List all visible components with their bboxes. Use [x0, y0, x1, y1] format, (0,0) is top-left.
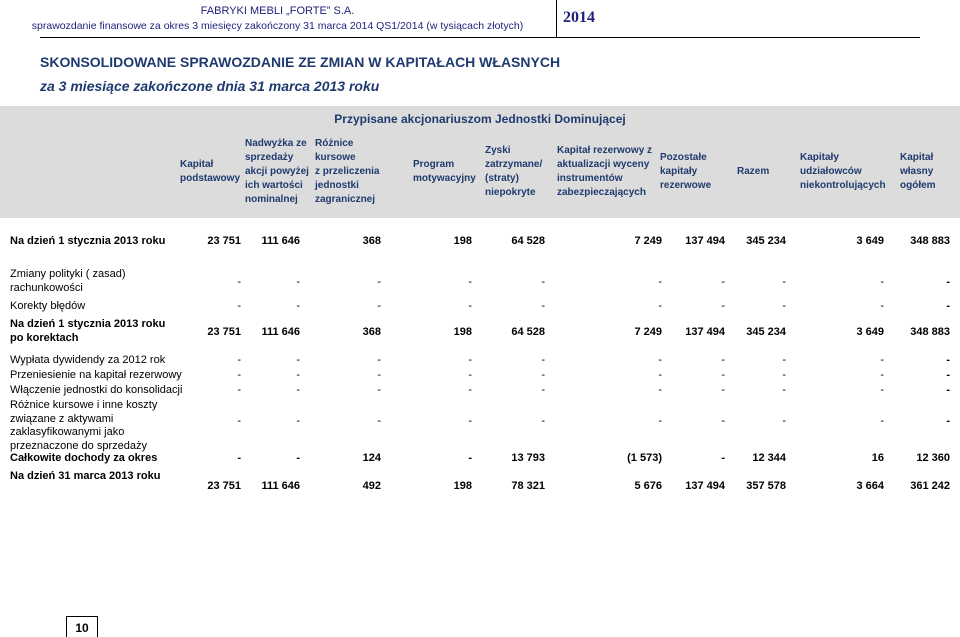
- column-header-line: z przeliczenia: [315, 166, 380, 177]
- column-header-line: (straty): [485, 173, 519, 184]
- column-header-line: kursowe: [315, 152, 356, 163]
- column-header-10: [900, 151, 936, 193]
- column-header-line: Nadwyżka ze: [245, 138, 307, 149]
- row-value: -: [880, 415, 884, 427]
- row-value: -: [468, 415, 472, 427]
- column-header-line: akcji powyżej: [245, 166, 309, 177]
- row-label-line: Na dzień 1 stycznia 2013 roku: [10, 235, 166, 247]
- row-value: -: [296, 300, 300, 312]
- row-value: 23 751: [207, 235, 241, 247]
- row-value: 3 649: [856, 235, 884, 247]
- row-value: -: [658, 384, 662, 396]
- row-value: -: [782, 354, 786, 366]
- column-header-line: zatrzymane/: [485, 159, 543, 170]
- row-value: 3 664: [856, 480, 884, 492]
- row-label: [10, 470, 160, 484]
- row-label: [10, 235, 165, 249]
- page-number: 10: [75, 621, 89, 635]
- row-value: -: [468, 276, 472, 288]
- row-value: 368: [362, 326, 381, 338]
- row-label-line: Zmiany polityki ( zasad): [10, 268, 126, 280]
- row-value: -: [296, 452, 300, 464]
- row-label: [10, 452, 157, 466]
- row-value: 7 249: [634, 235, 662, 247]
- row-value: -: [658, 354, 662, 366]
- row-value: -: [658, 369, 662, 381]
- page-header: [0, 0, 960, 38]
- row-value: -: [377, 276, 381, 288]
- row-value: 7 249: [634, 326, 662, 338]
- row-value: -: [237, 369, 241, 381]
- row-value: -: [468, 369, 472, 381]
- row-value: -: [237, 300, 241, 312]
- column-header-line: zabezpieczających: [557, 187, 646, 198]
- row-label-line: Korekty błędów: [10, 300, 86, 312]
- report-year: 2014: [563, 9, 595, 26]
- row-value: -: [721, 354, 725, 366]
- row-value: -: [782, 369, 786, 381]
- row-value: -: [468, 384, 472, 396]
- column-header-6: [557, 144, 652, 200]
- row-value: -: [468, 452, 472, 464]
- row-value: 368: [362, 235, 381, 247]
- page-number-box: [66, 616, 98, 637]
- row-value: -: [541, 415, 545, 427]
- row-value: -: [946, 369, 950, 381]
- row-value: -: [721, 300, 725, 312]
- row-value: -: [377, 384, 381, 396]
- column-header-line: rezerwowe: [660, 180, 712, 191]
- row-label-line: Wypłata dywidendy za 2012 rok: [10, 354, 166, 366]
- row-value: -: [721, 415, 725, 427]
- column-header-line: Zyski: [485, 145, 511, 156]
- row-value: 137 494: [685, 480, 725, 492]
- row-label-line: Różnice kursowe i inne koszty: [10, 399, 158, 411]
- row-value: 64 528: [511, 235, 545, 247]
- row-label: [10, 318, 165, 345]
- row-value: -: [782, 384, 786, 396]
- row-label-line: Na dzień 31 marca 2013 roku: [10, 470, 161, 482]
- column-header-line: Różnice: [315, 138, 354, 149]
- row-value: 64 528: [511, 326, 545, 338]
- row-value: -: [880, 300, 884, 312]
- report-subtitle: sprawozdanie finansowe za okres 3 miesięcy zakończony 31 marca 2014 QS1/2014 (w tysiącach złotych): [31, 20, 524, 32]
- column-header-line: podstawowy: [180, 173, 241, 184]
- row-value: -: [658, 276, 662, 288]
- column-header-line: nominalnej: [245, 194, 298, 205]
- row-value: -: [296, 415, 300, 427]
- header-divider: [556, 0, 557, 37]
- row-value: -: [946, 276, 950, 288]
- row-value: -: [237, 276, 241, 288]
- row-label: [10, 300, 85, 314]
- row-value: -: [237, 384, 241, 396]
- column-header-line: zagranicznej: [315, 194, 376, 205]
- row-value: -: [541, 384, 545, 396]
- column-header-line: ogółem: [900, 180, 936, 191]
- row-value: -: [468, 300, 472, 312]
- row-label-line: Przeniesienie na kapitał rezerwowy: [10, 369, 182, 381]
- column-header-2: [245, 137, 309, 207]
- column-header-line: własny: [900, 166, 934, 177]
- column-header-5: [485, 144, 542, 200]
- column-header-3: [315, 137, 379, 207]
- row-value: -: [946, 300, 950, 312]
- column-header-1: [180, 158, 240, 186]
- row-value: 124: [362, 452, 381, 464]
- row-value: -: [721, 384, 725, 396]
- row-value: -: [721, 369, 725, 381]
- row-label: [10, 369, 182, 383]
- row-label-line: rachunkowości: [10, 281, 83, 294]
- row-value: 3 649: [856, 326, 884, 338]
- header-rule: [40, 37, 920, 38]
- row-label-line: po korektach: [10, 331, 79, 344]
- row-value: 16: [871, 452, 884, 464]
- row-value: 198: [453, 326, 472, 338]
- row-label-line: Całkowite dochody za okres: [10, 452, 158, 464]
- row-value: -: [721, 452, 725, 464]
- row-value: 137 494: [685, 326, 725, 338]
- row-value: 23 751: [207, 480, 241, 492]
- column-header-line: niekontrolujących: [800, 180, 886, 191]
- column-header-line: Pozostałe: [660, 152, 707, 163]
- row-value: 111 646: [261, 326, 300, 338]
- row-value: -: [880, 384, 884, 396]
- row-value: 361 242: [910, 480, 950, 492]
- column-header-line: Kapitał: [900, 152, 934, 163]
- column-header-line: ich wartości: [245, 180, 303, 191]
- row-value: -: [296, 369, 300, 381]
- row-label: [10, 354, 165, 368]
- row-value: -: [880, 276, 884, 288]
- column-header-line: Kapitał: [180, 159, 214, 170]
- row-value: 5 676: [634, 480, 662, 492]
- row-value: -: [946, 415, 950, 427]
- row-value: 492: [362, 480, 381, 492]
- row-label: [10, 384, 182, 398]
- column-header-line: kapitały: [660, 166, 698, 177]
- row-value: -: [237, 415, 241, 427]
- row-value: -: [237, 452, 241, 464]
- row-value: 12 344: [752, 452, 786, 464]
- column-header-line: Razem: [737, 166, 770, 177]
- row-value: 345 234: [746, 235, 786, 247]
- column-header-line: jednostki: [315, 180, 359, 191]
- row-value: -: [782, 276, 786, 288]
- row-value: 12 360: [916, 452, 950, 464]
- column-header-9: [800, 151, 886, 193]
- column-header-line: Program: [413, 159, 455, 170]
- row-label: [10, 399, 157, 453]
- row-value: 198: [453, 235, 472, 247]
- row-value: 111 646: [261, 235, 300, 247]
- row-value: -: [782, 415, 786, 427]
- row-value: 78 321: [511, 480, 545, 492]
- column-header-line: aktualizacji wyceny: [557, 159, 650, 170]
- column-header-8: [737, 165, 769, 179]
- row-value: 23 751: [207, 326, 241, 338]
- row-value: -: [377, 300, 381, 312]
- row-value: 348 883: [910, 326, 950, 338]
- column-header-line: motywacyjny: [413, 173, 476, 184]
- row-value: -: [782, 300, 786, 312]
- column-header-line: sprzedaży: [245, 152, 294, 163]
- row-value: -: [658, 415, 662, 427]
- row-value: 111 646: [261, 480, 300, 492]
- row-value: -: [296, 354, 300, 366]
- column-header-line: niepokryte: [485, 187, 536, 198]
- row-value: -: [377, 369, 381, 381]
- column-header-line: Kapitały: [800, 152, 839, 163]
- row-value: -: [468, 354, 472, 366]
- column-header-7: [660, 151, 711, 193]
- row-value: (1 573): [627, 452, 662, 464]
- row-value: -: [296, 276, 300, 288]
- row-value: -: [946, 384, 950, 396]
- row-value: 137 494: [685, 235, 725, 247]
- group-header: Przypisane akcjonariuszom Jednostki Dominującej: [334, 112, 626, 126]
- row-value: 13 793: [511, 452, 545, 464]
- row-label-line: związane z aktywami: [10, 412, 114, 425]
- row-label-line: Włączenie jednostki do konsolidacji: [10, 384, 183, 396]
- row-value: -: [880, 354, 884, 366]
- row-value: -: [880, 369, 884, 381]
- row-value: 348 883: [910, 235, 950, 247]
- row-value: -: [541, 300, 545, 312]
- row-value: -: [296, 384, 300, 396]
- row-value: -: [946, 354, 950, 366]
- row-value: 357 578: [746, 480, 786, 492]
- row-label-line: zaklasyfikowanymi jako: [10, 426, 125, 438]
- row-label-line: Na dzień 1 stycznia 2013 roku: [10, 318, 166, 330]
- row-value: -: [658, 300, 662, 312]
- row-value: 198: [453, 480, 472, 492]
- row-value: -: [377, 415, 381, 427]
- company-name: FABRYKI MEBLI „FORTE” S.A.: [200, 5, 355, 17]
- row-value: -: [541, 369, 545, 381]
- row-label-line: przeznaczone do sprzedaży: [10, 439, 147, 452]
- row-value: -: [377, 354, 381, 366]
- column-header-line: instrumentów: [557, 173, 623, 184]
- row-value: -: [541, 354, 545, 366]
- row-label: [10, 268, 126, 295]
- row-value: -: [237, 354, 241, 366]
- column-header-line: Kapitał rezerwowy z: [557, 145, 653, 156]
- row-value: -: [721, 276, 725, 288]
- row-value: -: [541, 276, 545, 288]
- statement-title: SKONSOLIDOWANE SPRAWOZDANIE ZE ZMIAN W KAPITAŁACH WŁASNYCH: [40, 54, 561, 70]
- row-value: 345 234: [746, 326, 786, 338]
- column-header-4: [413, 158, 476, 186]
- statement-period: za 3 miesiące zakończone dnia 31 marca 2013 roku: [40, 78, 380, 94]
- column-header-line: udziałowców: [800, 166, 862, 177]
